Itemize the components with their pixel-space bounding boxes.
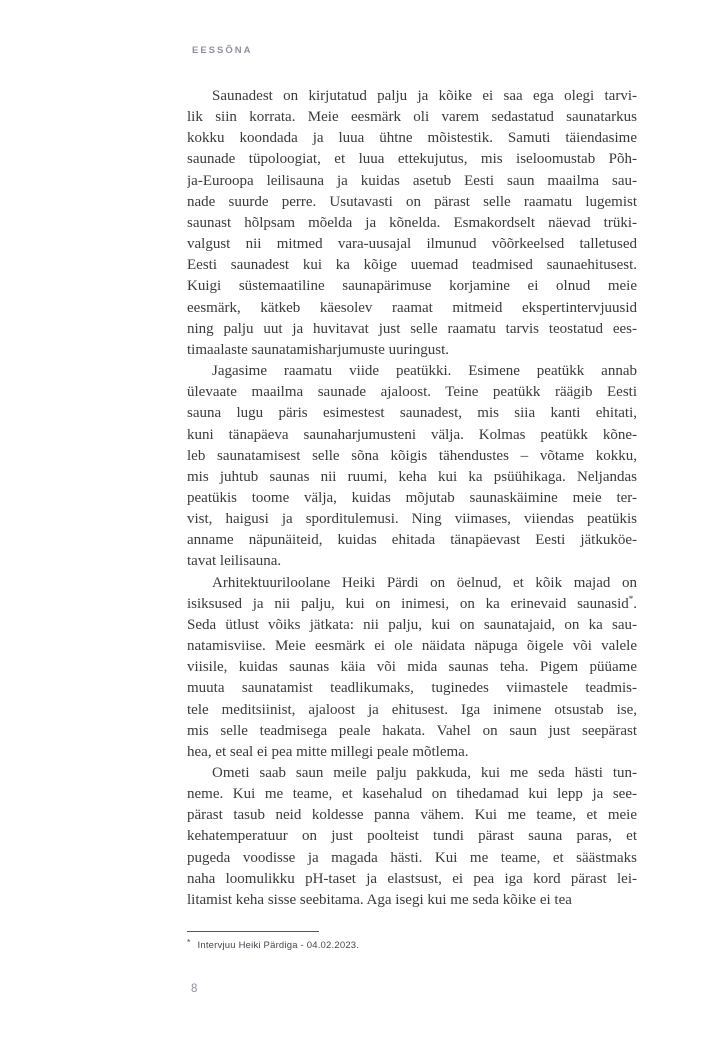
text-line: Eesti saunadest kui ka kõige uuemad teadmised saunaehitusest. [187, 257, 637, 274]
text-line: tavat leilisauna. [187, 553, 282, 570]
text-line: saunast hõlpsam mõelda ja kõnelda. Esmakordselt näevad trüki- [187, 214, 637, 231]
text-line: kuni tänapäeva saunaharjumusteni välja. Kolmas peatükk kõne- [187, 426, 637, 443]
text-line: timaalaste saunatamisharjumuste uuringust. [187, 341, 450, 358]
paragraph [187, 763, 637, 911]
text-line: nade suurde perre. Usutavasti on pärast selle raamatu lugemist [187, 193, 637, 210]
text-line: ning palju uut ja huvitavat just selle raamatu tarvis teostatud ees- [187, 320, 637, 337]
footnote-reference: * [628, 593, 634, 604]
text-line: anname näpunäiteid, kuidas ehitada tänapäevast Eesti jätkuköe- [187, 532, 637, 549]
text-line: kehatemperatuur on just poolteist tundi pärast sauna paras, et [187, 828, 637, 845]
footnote-marker: * [187, 937, 191, 947]
footnote-divider [187, 931, 319, 932]
text-line: kokku koondada ja luua ühtne mõistestik. Samuti täiendasime [187, 130, 637, 147]
text-line: pugeda voodisse ja magada hästi. Kui me teame, et säästmaks [187, 849, 637, 866]
text-line: litamist keha sisse seebitama. Aga isegi kui me seda kõike ei tea [187, 891, 572, 908]
text-line: muuta saunatamist teadlikumaks, tuginedes viimastele teadmis- [187, 680, 637, 697]
paragraph [187, 573, 637, 763]
text-line: natamisviise. Meie eesmärk ei ole näidata näpuga õigele või valele [187, 638, 637, 655]
text-line: naha loomulikku pH-taset ja elastsust, ei pea iga kord pärast lei- [187, 870, 637, 887]
running-header: EESSÕNA [192, 45, 253, 56]
page-number: 8 [191, 983, 198, 995]
text-line: mis selle teadmisega peale hakata. Vahel on saun just seepärast [187, 722, 637, 739]
paragraph [187, 361, 637, 573]
text-line: sauna lugu päris esimestest saunadest, mis siia kanti ehitati, [187, 405, 637, 422]
text-line: pärast tasub neid koldesse panna vähem. Kui me teame, et meie [187, 807, 637, 824]
body-text [187, 86, 637, 911]
footnote [187, 937, 359, 951]
footnote-text: Intervjuu Heiki Pärdiga - 04.02.2023. [197, 940, 360, 951]
text-line: valgust nii mitmed vara-uusajal ilmunud võõrkeelsed talletused [187, 236, 637, 253]
text-line: Seda ütlust võiks jätkata: nii palju, kui on saunatajaid, on ka sau- [187, 616, 637, 633]
text-line: eesmärk, kätkeb käesolev raamat mitmeid ekspertintervjuusid [187, 299, 637, 316]
text-line: hea, et seal ei pea mitte millegi peale mõtlema. [187, 743, 469, 760]
text-line: mis juhtub saunas nii ruumi, keha kui ka psüühikaga. Neljandas [187, 468, 637, 485]
text-line: Saunadest on kirjutatud palju ja kõike ei saa ega olegi tarvi- [212, 88, 637, 104]
text-line: Kuigi süstemaatiline saunapärimuse korjamine ei olnud meie [187, 278, 637, 295]
text-line: saunade tüpoloogiat, et luua ettekujutus, mis iseloomustab Põh- [187, 151, 637, 168]
text-line: isiksused ja nii palju, kui on inimesi, on ka erinevaid saunasid*. [187, 593, 637, 612]
text-line: leb saunatamisest selle sõna kõigis tähendustes – võtame kokku, [187, 447, 637, 464]
text-line: vist, haigusi ja sporditulemusi. Ning viimases, viiendas peatükis [187, 511, 637, 528]
text-line: Jagasime raamatu viide peatükki. Esimene peatükk annab [212, 363, 637, 380]
text-line: ülevaate maailma saunade ajaloost. Teine peatükk räägib Eesti [187, 384, 637, 401]
paragraph [187, 86, 637, 361]
text-line: tele meditsiinist, ajaloost ja ehitusest. Iga inimene otsustab ise, [187, 701, 637, 718]
text-line: peatükis toome välja, kuidas mõjutab saunaskäimine meie ter- [187, 489, 637, 506]
text-line: lik siin korrata. Meie eesmärk oli varem sedastatud saunatarkus [187, 109, 637, 126]
text-line: Ometi saab saun meile palju pakkuda, kui me seda hästi tun- [212, 765, 637, 781]
text-line: neme. Kui me teame, et kasehalud on tihedamad kui lepp ja see- [187, 786, 637, 803]
text-line: ja-Euroopa leilisauna ja kuidas asetub Eesti saun maailma sau- [187, 172, 637, 189]
text-line: Arhitektuuriloolane Heiki Pärdi on öelnud, et kõik majad on [212, 574, 637, 591]
text-line: viisile, kuidas saunas käia või mida saunas teha. Pigem püüame [187, 659, 637, 676]
